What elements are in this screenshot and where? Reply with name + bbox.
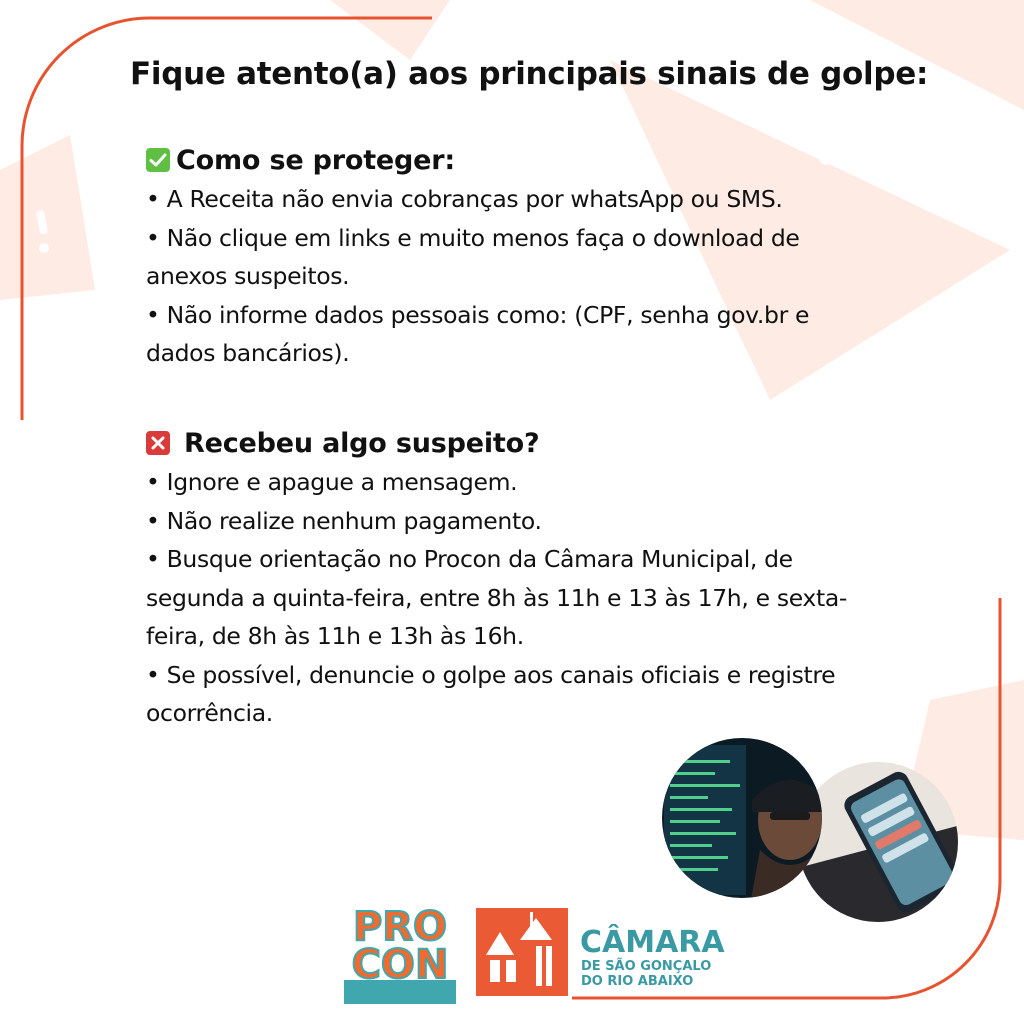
list-item: • A Receita não envia cobranças por whatsApp ou SMS. — [146, 185, 783, 213]
list-item: • Busque orientação no Procon da Câmara Municipal, de — [146, 545, 793, 573]
list-item: • Não clique em links e muito menos faça o download de — [146, 223, 800, 252]
list-item: • Não realize nenhum pagamento. — [146, 506, 542, 535]
list-item: anexos suspeitos. — [146, 262, 350, 290]
list-item: dados bancários). — [146, 339, 350, 367]
list-item: • Se possível, denuncie o golpe aos canais oficiais e registre — [146, 660, 836, 689]
page-title: Fique atento(a) aos principais sinais de golpe: — [130, 56, 929, 92]
procon-top-text: PRO — [352, 904, 448, 950]
list-item: • Não informe dados pessoais como: (CPF, senha gov.br e — [146, 300, 810, 329]
procon-bottom-text: CON — [351, 942, 449, 988]
procon-logo — [344, 904, 456, 1004]
list-item: ocorrência. — [146, 699, 273, 727]
section-protect-title: Como se proteger: — [176, 144, 455, 176]
camara-sub1-text: DE SÃO GONÇALO — [581, 959, 712, 974]
camara-emblem-icon — [476, 908, 568, 996]
list-item: feira, de 8h às 11h e 13h às 16h. — [146, 622, 524, 650]
list-item: segunda a quinta-feira, entre 8h às 11h e 13 às 17h, e sexta- — [146, 583, 848, 612]
section-suspicious-title: Recebeu algo suspeito? — [184, 427, 540, 459]
camara-sub2-text: DO RIO ABAIXO — [581, 974, 694, 989]
camara-name-text: CÂMARA — [580, 925, 725, 960]
list-item: • Ignore e apague a mensagem. — [146, 468, 518, 496]
